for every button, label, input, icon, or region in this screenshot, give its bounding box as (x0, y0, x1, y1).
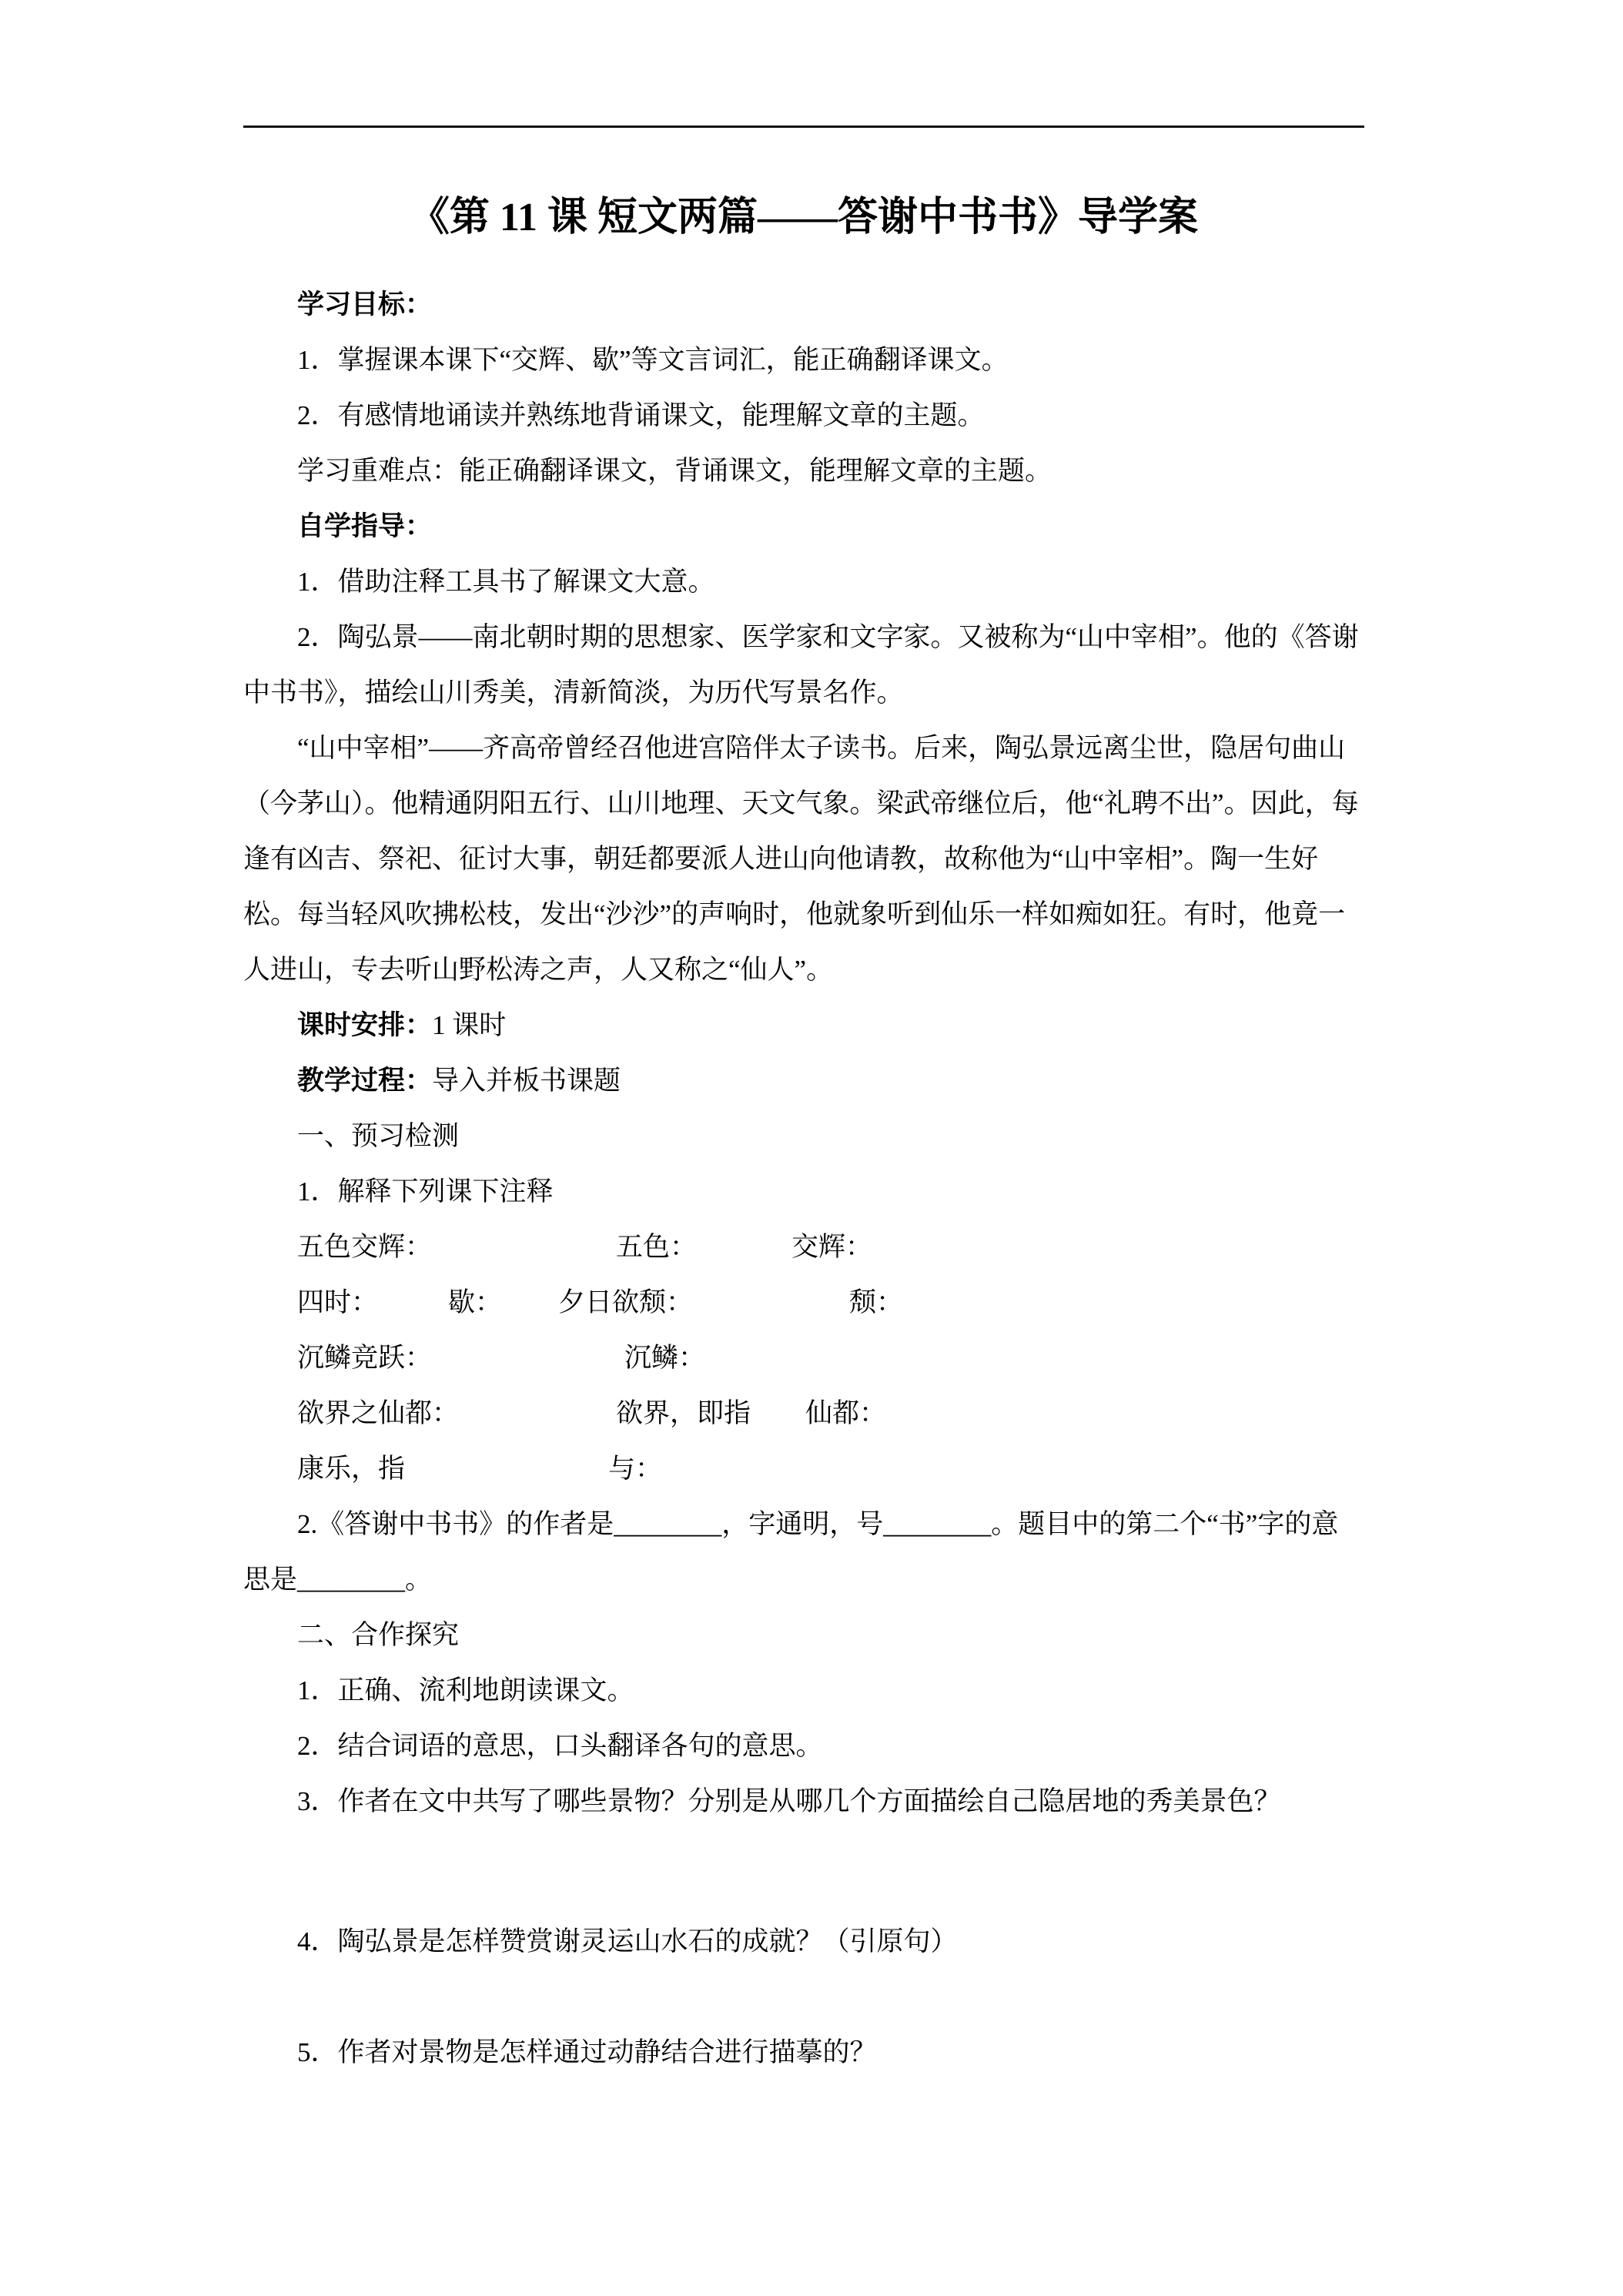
preview-heading: 一、预习检测 (297, 1121, 460, 1151)
vocab-term: 沉鳞竞跃： (297, 1343, 433, 1373)
vocab-term: 四时： (297, 1287, 379, 1317)
vocab-row-5 (243, 1441, 1364, 1497)
page-title: 《第 11 课 短文两篇——答谢中书书》导学案 (409, 196, 1199, 239)
vocab-term: 沉鳞： (624, 1343, 706, 1373)
vocab-term: 康乐，指 (297, 1454, 406, 1484)
cooperation-heading: 二、合作探究 (297, 1620, 460, 1650)
vocab-term: 欲界之仙都： (297, 1398, 460, 1428)
process-line (243, 1053, 1364, 1109)
study-goals-item-2: 2．有感情地诵读并熟练地背诵课文，能理解文章的主题。 (297, 400, 985, 430)
schedule-value: 1 课时 (432, 1010, 507, 1040)
self-study-item-3: “山中宰相”——齐高帝曾经召他进宫陪伴太子读书。后来，陶弘景远离尘世，隐居句曲山（今茅山）。他精通阴阳五行、山川地理、天文气象。梁武帝继位后，他“礼聘不出”。因此，每逢有凶吉、祭祀、征讨大事，朝廷都要派人进山向他请教，故称他为“山中宰相”。陶一生好松。每当轻风吹拂松枝，发出“沙沙”的声响时，他就象听到仙乐一样如痴如狂。有时，他竟一人进山，专去听山野松涛之声，人又称之“仙人”。 (243, 733, 1359, 985)
vocab-term: 交辉： (791, 1232, 873, 1262)
document-body (243, 277, 1364, 2080)
study-goals-heading: 学习目标： (297, 290, 433, 320)
schedule-line (243, 998, 1364, 1053)
vocab-term: 仙都： (805, 1398, 887, 1428)
vocab-term: 五色交辉： (297, 1232, 433, 1262)
cooperation-item-2: 2．结合词语的意思，口头翻译各句的意思。 (297, 1731, 823, 1761)
vocab-term: 夕日欲颓： (558, 1287, 694, 1317)
preview-item-1: 1．解释下列课下注释 (297, 1176, 554, 1207)
vocab-term: 欲界，即指 (616, 1398, 751, 1428)
vocab-row-2 (243, 1275, 1364, 1330)
cooperation-item-4: 4．陶弘景是怎样赞赏谢灵运山水石的成就？（引原句） (297, 1926, 958, 1956)
cooperation-item-3: 3．作者在文中共写了哪些景物？分别是从哪几个方面描绘自己隐居地的秀美景色？ (297, 1786, 1281, 1816)
self-study-heading: 自学指导： (297, 511, 433, 541)
process-label: 教学过程： (297, 1066, 433, 1096)
process-value: 导入并板书课题 (432, 1066, 621, 1096)
header-divider (243, 126, 1364, 128)
preview-item-2: 2.《答谢中书书》的作者是________，字通明，号________。题目中的第二个“书”字的意思是________。 (243, 1509, 1339, 1595)
vocab-row-1 (243, 1220, 1364, 1275)
cooperation-item-1: 1．正确、流利地朗读课文。 (297, 1675, 634, 1705)
vocab-term: 与： (608, 1454, 663, 1484)
self-study-item-1: 1．借助注释工具书了解课文大意。 (297, 567, 715, 597)
vocab-term: 歇： (448, 1287, 503, 1317)
schedule-label: 课时安排： (297, 1010, 433, 1040)
study-goals-item-1: 1．掌握课本课下“交辉、歇”等文言词汇，能正确翻译课文。 (297, 345, 1009, 375)
vocab-row-4 (243, 1386, 1364, 1441)
cooperation-item-5: 5．作者对景物是怎样通过动静结合进行描摹的？ (297, 2037, 877, 2067)
vocab-term: 颓： (849, 1287, 904, 1317)
vocab-term: 五色： (616, 1232, 698, 1262)
vocab-row-3 (243, 1330, 1364, 1386)
study-key-points: 学习重难点：能正确翻译课文，背诵课文，能理解文章的主题。 (297, 456, 1052, 486)
self-study-item-2: 2．陶弘景——南北朝时期的思想家、医学家和文字家。又被称为“山中宰相”。他的《答谢中书书》，描绘山川秀美，清新简淡，为历代写景名作。 (243, 622, 1359, 708)
